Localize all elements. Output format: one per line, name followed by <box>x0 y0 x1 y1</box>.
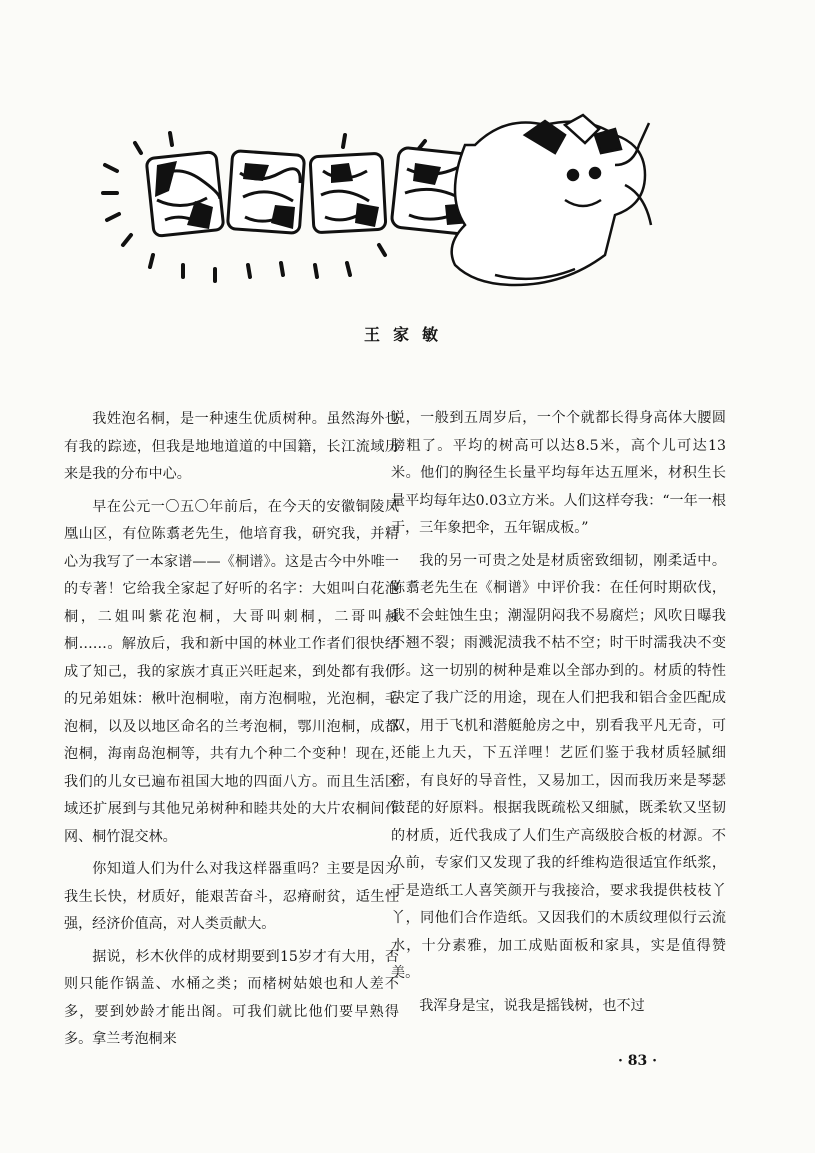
paragraph: 我姓泡名桐，是一种速生优质树种。虽然海外也有我的踪迹，但我是地地道道的中国籍，长江流域历来是我的分布中心。 <box>64 411 399 482</box>
author-name: 王家敏 <box>363 325 451 344</box>
paragraph: 你知道人们为什么对我这样器重吗？主要是因为我生长快，材质好，能艰苦奋斗，忍瘠耐贫，适生性强，经济价值高，对人类贡献大。 <box>64 861 399 932</box>
paragraph: 我的另一可贵之处是材质密致细韧，刚柔适中。陈翥老先生在《桐谱》中评价我：在任何时期砍伐，我不会蛀蚀生虫；潮湿阴闷我不易腐烂；风吹日曝我不翘不裂；雨溅泥渍我不枯不空；时干时濡我决不变形。这一切别的树种是难以全部办到的。材质的特性决定了我广泛的用途，现在人们把我和铝合金匹配成双，用于飞机和潜艇舱房之中，别看我平凡无奇，可还能上九天，下五洋哩！艺匠们鉴于我材质轻腻细密，有良好的导音性，又易加工，因而我历来是琴瑟鼓琵的好原料。根据我既疏松又细腻，既柔软又坚韧的材质，近代我成了人们生产高级胶合板的材源。不久前，专家们又发现了我的纤维构造很适宜作纸浆，于是造纸工人喜笑颜开与我接洽，要求我提供枝枝丫丫，同他们合作造纸。又因我们的木质纹理似行云流水，十分素雅，加工成贴面板和家具，实是值得赞美。 <box>391 552 726 981</box>
page-number: · 83 · <box>618 1053 657 1069</box>
paragraph: 早在公元一〇五〇年前后，在今天的安徽铜陵凤凰山区，有位陈翥老先生，他培育我，研究我，并精心为我写了一本家谱——《桐谱》。这是古今中外唯一的专著！它给我全家起了好听的名字：大姐叫白花泡桐，二姐叫紫花泡桐，大哥叫刺桐，二哥叫赪桐……。解放后，我和新中国的林业工作者们很快结成了知己，我的家族才真正兴旺起来，到处都有我们的兄弟姐妹：楸叶泡桐啦，南方泡桐啦，光泡桐，毛泡桐，以及以地区命名的兰考泡桐，鄂川泡桐，成都泡桐，海南岛泡桐等，共有九个种二个变种！现在，我们的儿女已遍布祖国大地的四面八方。而且生活区域还扩展到与其他兄弟树种和睦共处的大片农桐间作网、桐竹混交林。 <box>64 498 399 845</box>
paragraph: 说，一般到五周岁后，一个个就都长得身高体大腰圆膀粗了。平均的树高可以达8.5米，高个儿可达13米。他们的胸径生长量平均每年达五厘米，材积生长量平均每年达0.03立方米。人们这样夸我：“一年一根干，三年象把伞，五年锯成板。” <box>391 410 726 536</box>
tree-figure <box>452 115 651 285</box>
title-illustration <box>95 105 655 300</box>
right-column <box>391 405 726 1025</box>
paragraph: 据说，杉木伙伴的成材期要到15岁才有大用，否则只能作锅盖、水桶之类；而楮树姑娘也和人差不多，要到妙龄才能出阁。可我们就比他们要早熟得多。拿兰考泡桐来 <box>64 948 399 1047</box>
title-artwork <box>95 105 655 300</box>
paragraph: 我浑身是宝，说我是摇钱树，也不过 <box>419 997 645 1014</box>
left-column <box>64 406 399 1059</box>
